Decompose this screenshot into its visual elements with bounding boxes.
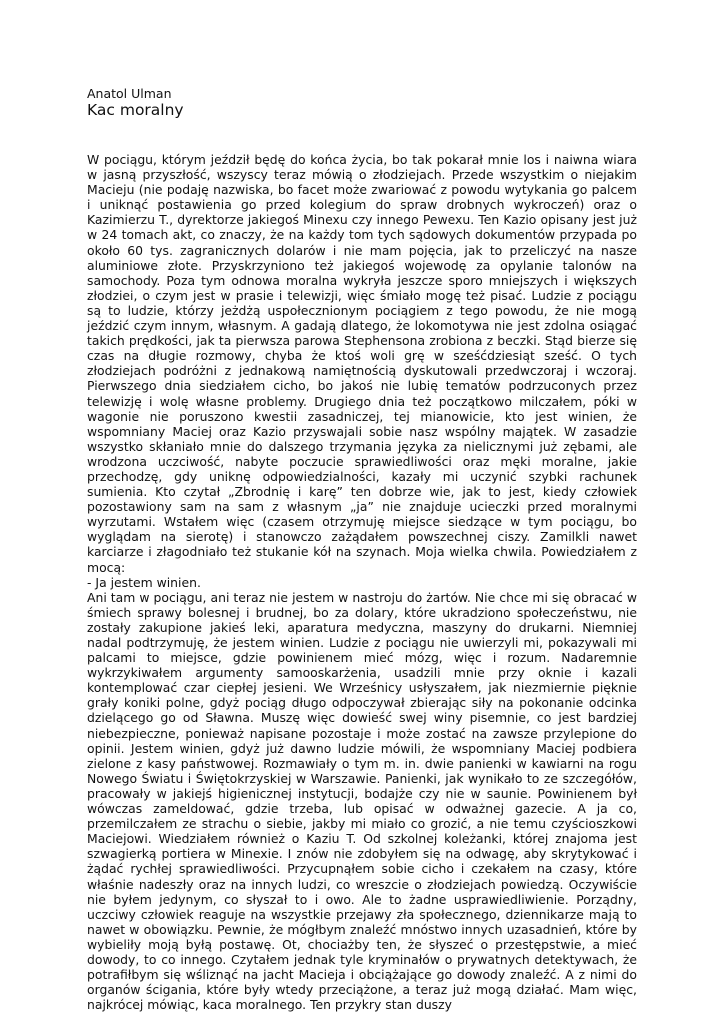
author-name: Anatol Ulman: [87, 86, 172, 101]
document-title: Kac moralny: [87, 101, 184, 119]
body-paragraph: W pociągu, którym jeździł będę do końca życia, bo tak pokarał mnie los i naiwna wiara w jasną przyszłość, wszyscy teraz mówią o złodziejach. Przede wszystkim o niejakim Macieju (nie podaję nazwiska, bo facet może zwariować z powodu wytykania go palcem i uniknąć postawienia go przed kolegium do spraw drobnych wykroczeń) oraz o Kazimierzu T., dyrektorze jakiegoś Minexu czy innego Pewexu. Ten Kazio opisany jest już w 24 tomach akt, co znaczy, że na każdy tom tych sądowych dokumentów przypada po około 60 tys. zagranicznych dolarów i nie mam pojęcia, jak to przeliczyć na nasze aluminiowe złote. Przyskrzyniono też jakiegoś wojewodę za opylanie talonów na samochody. Poza tym odnowa moralna wykryła jeszcze sporo mniejszych i większych złodziei, o czym jest w prasie i telewizji, więc śmiało mogę też pisać. Ludzie z pociągu są to ludzie, którzy jeżdżą uspołecznionym pociągiem z tego powodu, że nie mogą jeździć czym innym, własnym. A gadają dlatego, że lokomotywa nie jest zdolna osiągać takich prędkości, jak ta pierwsza parowa Stephensona zrobiona z beczki. Stąd bierze się czas na długie rozmowy, chyba że ktoś woli grę w sześćdziesiąt sześć. O tych złodziejach podróżni z jednakową namiętnością dyskutowali przedwczoraj i wczoraj. Pierwszego dnia siedziałem cicho, bo jakoś nie lubię tematów podrzuconych przez telewizję i wolę własne problemy. Drugiego dnia też początkowo milczałem, póki w wagonie nie poruszono kwestii zasadniczej, tej mianowicie, kto jest winien, że wspomniany Maciej oraz Kazio przyswajali sobie nasz wspólny majątek. W zasadzie wszystko skłaniało mnie do dalszego trzymania języka za nielicznymi już zębami, ale wrodzona uczciwość, nabyte poczucie sprawiedliwości oraz męki moralne, jakie przechodzę, gdy uniknę odpowiedzialności, kazały mi uczynić szybki rachunek sumienia. Kto czytał „Zbrodnię i karę” ten dobrze wie, jak to jest, kiedy człowiek pozostawiony sam na sam z własnym „ja” nie znajduje ucieczki przed moralnymi wyrzutami. Wstałem więc (czasem otrzymuję miejsce siedzące w tym pociągu, bo wyglądam na sierotę) i stanowczo zażądałem powszechnej ciszy. Zamilkli nawet karciarze i złagodniało też stukanie kół na szynach. Moja wielka chwila. Powiedziałem z mocą:: [87, 152, 637, 575]
document-body: [87, 152, 637, 1012]
body-paragraph: Ani tam w pociągu, ani teraz nie jestem w nastroju do żartów. Nie chce mi się obracać w śmiech sprawy bolesnej i brudnej, bo za dolary, które ukradziono społeczeństwu, nie zostały zakupione jakieś leki, aparatura medyczna, maszyny do drukarni. Niemniej nadal podtrzymuję, że jestem winien. Ludzie z pociągu nie uwierzyli mi, pokazywali mi palcami to miejsce, gdzie powinienem mieć mózg, więc i rozum. Nadaremnie wykrzykiwałem argumenty samooskarżenia, usadzili mnie przy oknie i kazali kontemplować czar ciepłej jesieni. We Wrześnicy usłyszałem, jak niezmiernie pięknie grały koniki polne, gdyż pociąg długo odpoczywał zbierając siły na pokonanie odcinka dzielącego go od Sławna. Muszę więc dowieść swej winy pisemnie, co jest bardziej niebezpieczne, ponieważ napisane pozostaje i może zostać na zawsze przylepione do opinii. Jestem winien, gdyż już dawno ludzie mówili, że wspomniany Maciej podbiera zielone z kasy państwowej. Rozmawiały o tym m. in. dwie panienki w kawiarni na rogu Nowego Światu i Świętokrzyskiej w Warszawie. Panienki, jak wynikało to ze szczegółów, pracowały w jakiejś higienicznej instytucji, bodajże czy nie w saunie. Powinienem był wówczas zameldować, gdzie trzeba, lub opisać w odważnej gazecie. A ja co, przemilczałem ze strachu o siebie, jakby mi miało co grozić, a nie temu czyścioszkowi Maciejowi. Wiedziałem również o Kaziu T. Od szkolnej koleżanki, której znajoma jest szwagierką portiera w Minexie. I znów nie zdobyłem się na odwagę, aby skrytykować i żądać rychłej sprawiedliwości. Przycupnąłem sobie cicho i czekałem na czasy, które właśnie nadeszły oraz na innych ludzi, co wreszcie o złodziejach powiedzą. Oczywiście nie byłem jedynym, co słyszał to i owo. Ale to żadne usprawiedliwienie. Porządny, uczciwy człowiek reaguje na wszystkie przejawy zła społecznego, dziennikarze mają to nawet w obowiązku. Pewnie, że mógłbym znaleźć mnóstwo innych uzasadnień, które by wybieliły moją byłą postawę. Ot, chociażby ten, że słyszeć o przestępstwie, a mieć dowody, to co innego. Czytałem jednak tyle kryminałów o prywatnych detektywach, że potrafiłbym się wśliznąć na jacht Macieja i obciążające go dowody znaleźć. A z nimi do organów ścigania, które były wtedy przeciążone, a teraz już mogą działać. Mam więc, najkrócej mówiąc, kaca moralnego. Ten przykry stan duszy: [87, 589, 637, 1013]
document-page: [87, 86, 637, 1012]
body-paragraph: - Ja jestem winien.: [87, 574, 201, 590]
